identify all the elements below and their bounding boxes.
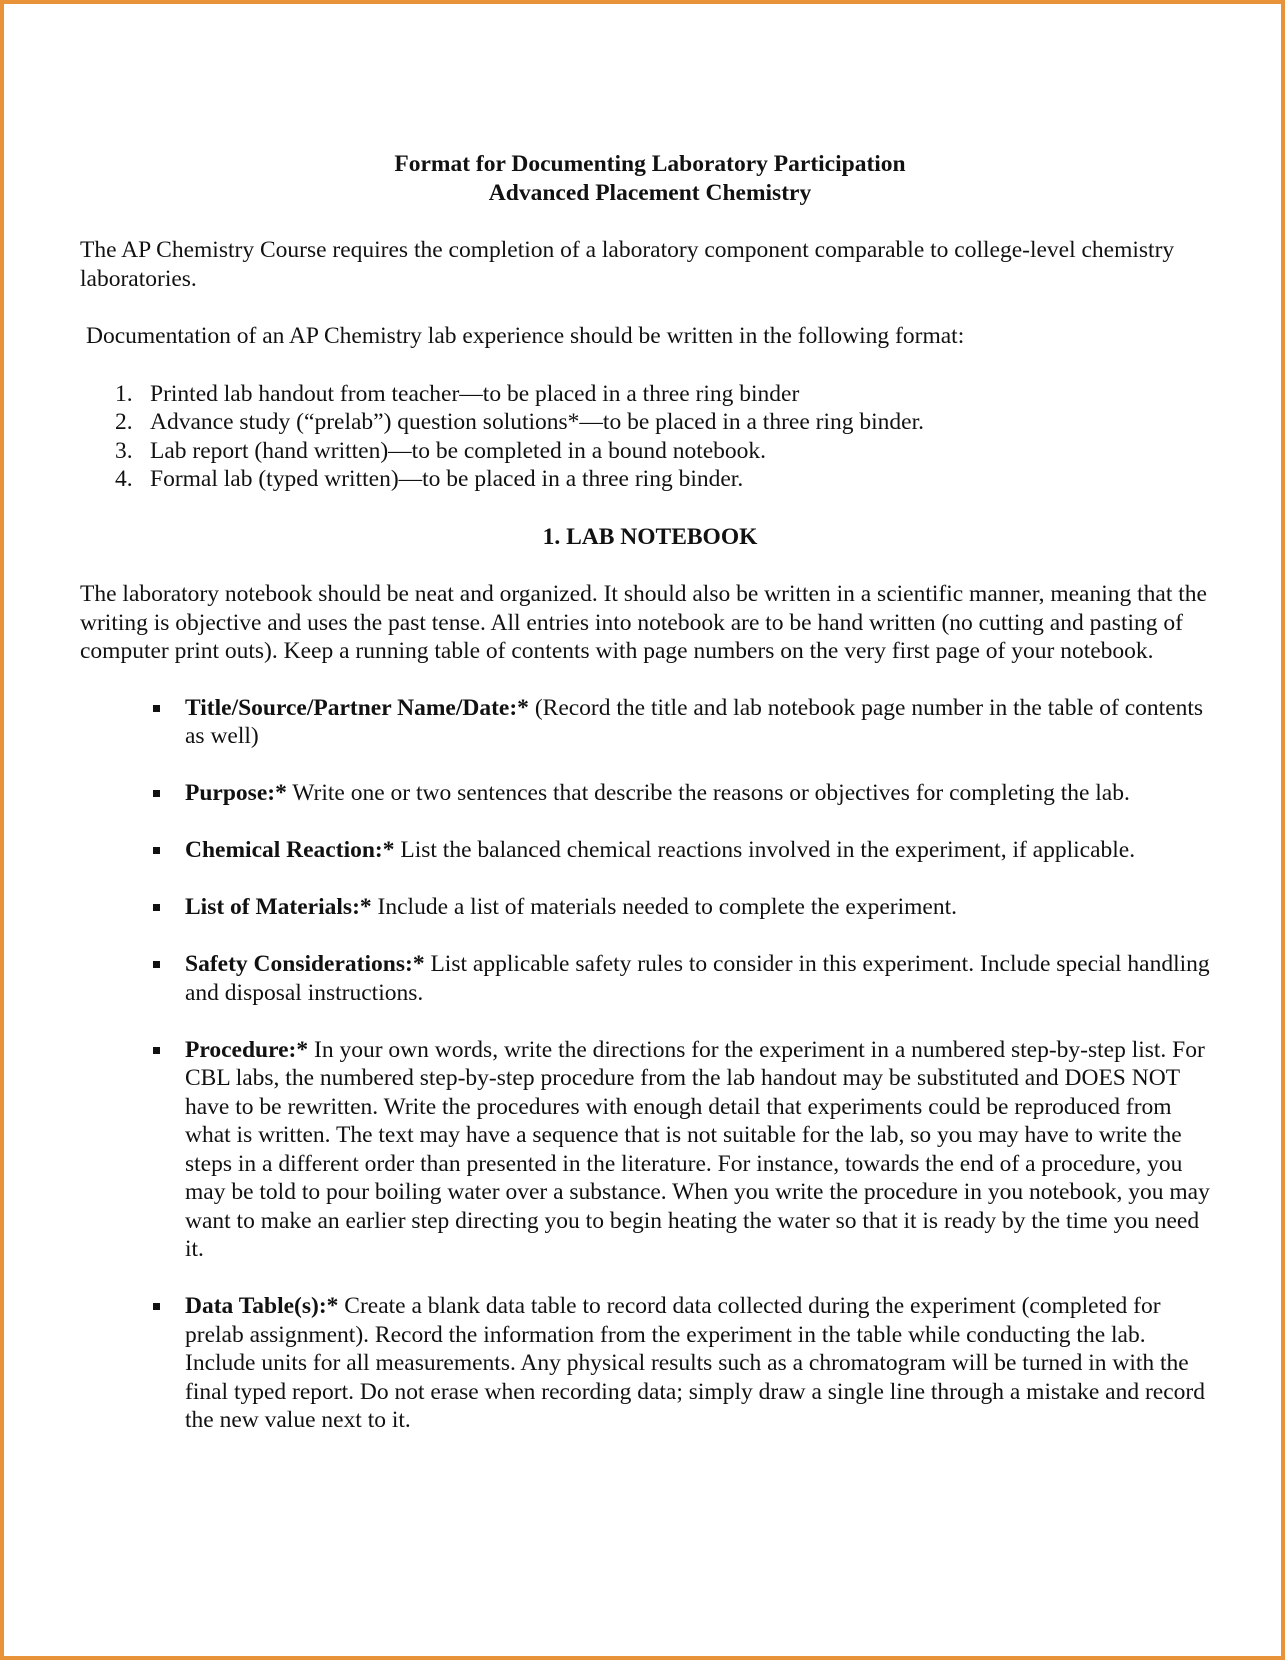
notebook-item-safety bbox=[80, 950, 1220, 1007]
format-list-number: 1. bbox=[115, 380, 133, 407]
item-text: In your own words, write the directions for the experiment in a numbered step-by-step list. For CBL labs, the numbered step-by-step procedure from the lab handout may be substituted and DOES NOT have to be rewritten. Write the procedures with enough detail that experiments could be reproduced from what is written. The text may have a sequence that is not suitable for the lab, so you may have to write the steps in a different order than presented in the literature. For instance, towards the end of a procedure, you may be told to pour boiling water over a substance. When you write the procedure in you notebook, you may want to make an earlier step directing you to begin heating the water so that it is ready by the time you need it. bbox=[185, 1036, 1210, 1262]
item-term: Title/Source/Partner Name/Date:* bbox=[185, 694, 529, 721]
format-list-text: Lab report (hand written)—to be completed in a bound notebook. bbox=[150, 437, 767, 464]
format-list-item bbox=[80, 408, 1220, 437]
notebook-item-chemical-reaction bbox=[80, 836, 1220, 865]
square-bullet-icon bbox=[153, 1303, 160, 1310]
square-bullet-icon bbox=[153, 705, 160, 712]
item-term: Purpose:* bbox=[185, 780, 287, 806]
notebook-paragraph: The laboratory notebook should be neat and organized. It should also be written in a scientific manner, meaning that the writing is objective and uses the past tense. All entries into notebook are to be hand written (no cutting and pasting of computer print outs). Keep a running table of contents with page numbers on the very first page of your notebook. bbox=[80, 581, 1207, 664]
notebook-item-title bbox=[80, 694, 1220, 751]
section-heading-lab-notebook: 1. LAB NOTEBOOK bbox=[542, 523, 758, 550]
notebook-item-data-tables bbox=[80, 1292, 1220, 1435]
square-bullet-icon bbox=[153, 961, 160, 968]
square-bullet-icon bbox=[153, 790, 160, 797]
item-text: Include a list of materials needed to complete the experiment. bbox=[371, 894, 957, 920]
document-title bbox=[80, 150, 1220, 207]
item-text: List applicable safety rules to consider in this experiment. Include special handling and disposal instructions. bbox=[185, 951, 1210, 1006]
item-term: Chemical Reaction:* bbox=[185, 837, 395, 863]
format-list-item bbox=[80, 465, 1220, 494]
square-bullet-icon bbox=[153, 1047, 160, 1054]
format-list-text: Advance study (“prelab”) question solutions*—to be placed in a three ring binder. bbox=[150, 409, 924, 435]
format-list-item bbox=[80, 380, 1220, 409]
format-list-text: Printed lab handout from teacher—to be placed in a three ring binder bbox=[150, 380, 800, 407]
item-text: Write one or two sentences that describe the reasons or objectives for completing the lab. bbox=[286, 780, 1130, 806]
documentation-intro: Documentation of an AP Chemistry lab experience should be written in the following format: bbox=[86, 323, 965, 349]
format-list-number: 2. bbox=[115, 409, 133, 435]
format-list bbox=[80, 380, 1220, 494]
item-term: Procedure:* bbox=[185, 1036, 309, 1063]
document-content bbox=[80, 150, 1220, 1463]
item-text: (Record the title and lab notebook page number in the table of contents as well) bbox=[185, 694, 1204, 749]
item-text: List the balanced chemical reactions involved in the experiment, if applicable. bbox=[394, 837, 1136, 863]
notebook-item-materials bbox=[80, 893, 1220, 922]
item-term: Data Table(s):* bbox=[185, 1293, 339, 1319]
notebook-items-list bbox=[80, 694, 1220, 1435]
intro-paragraph: The AP Chemistry Course requires the completion of a laboratory component comparable to college-level chemistry laboratories. bbox=[80, 237, 1175, 292]
square-bullet-icon bbox=[153, 847, 160, 854]
square-bullet-icon bbox=[153, 904, 160, 911]
format-list-number: 3. bbox=[115, 437, 133, 464]
format-list-item bbox=[80, 437, 1220, 466]
title-line-1: Format for Documenting Laboratory Participation bbox=[394, 151, 906, 177]
item-term: List of Materials:* bbox=[185, 894, 372, 920]
format-list-text: Formal lab (typed written)—to be placed in a three ring binder. bbox=[150, 466, 744, 492]
format-list-number: 4. bbox=[115, 466, 133, 492]
notebook-item-purpose bbox=[80, 779, 1220, 808]
item-term: Safety Considerations:* bbox=[185, 951, 425, 977]
notebook-item-procedure bbox=[80, 1036, 1220, 1264]
item-text: Create a blank data table to record data collected during the experiment (completed for prelab assignment). Record the information from the experiment in the table while conducting the lab. Include units for all measurements. Any physical results such as a chromatogram will be turned in with the final typed report. Do not erase when recording data; simply draw a single line through a mistake and record the new value next to it. bbox=[185, 1293, 1205, 1433]
title-line-2: Advanced Placement Chemistry bbox=[488, 179, 812, 206]
